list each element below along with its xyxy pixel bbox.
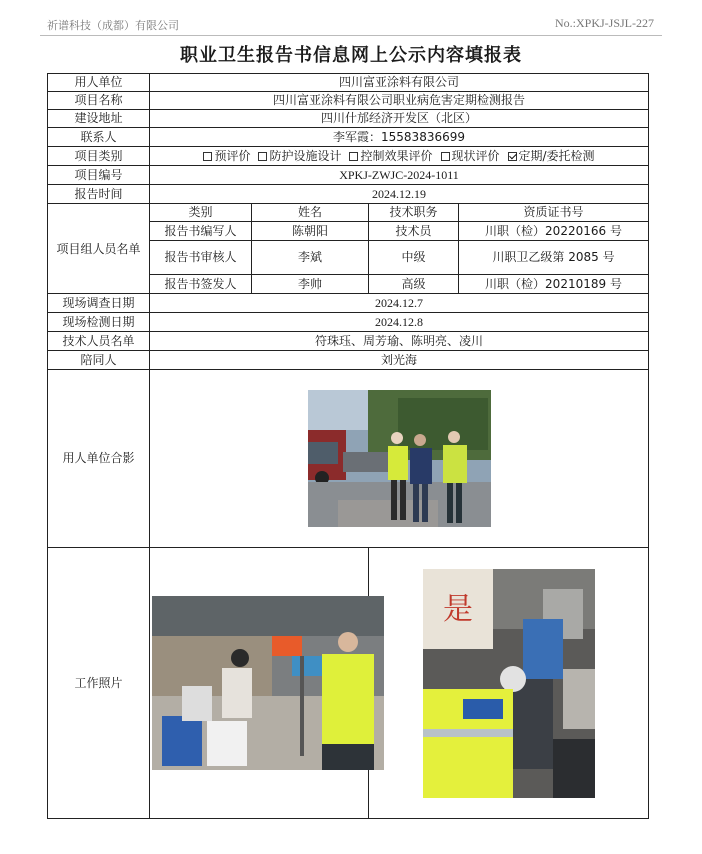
- address-value: 四川什邡经济开发区（北区）: [150, 110, 649, 128]
- test-date-value: 2024.12.8: [150, 313, 649, 332]
- project-type-label: 项目类别: [48, 147, 150, 166]
- option-control-effect[interactable]: 控制效果评价: [349, 149, 432, 163]
- row-team-header: [48, 204, 649, 222]
- employer-label: 用人单位: [48, 74, 150, 92]
- option-protection-design[interactable]: 防护设施设计: [258, 149, 341, 163]
- team-header-title: 技术职务: [369, 204, 459, 222]
- escort-label: 陪同人: [48, 351, 150, 370]
- checkbox-pre-evaluation[interactable]: [203, 152, 212, 161]
- group-photo: [308, 390, 491, 527]
- survey-date-label: 现场调查日期: [48, 294, 150, 313]
- svg-text:是: 是: [442, 591, 473, 627]
- page-title: 职业卫生报告书信息网上公示内容填报表: [180, 45, 522, 66]
- member-role: 报告书签发人: [150, 275, 252, 294]
- contact-value: 李军霞：15583836699: [150, 128, 649, 147]
- checkbox-control-effect[interactable]: [349, 152, 358, 161]
- report-date-value: 2024.12.19: [150, 185, 649, 204]
- work-photo-left: [152, 596, 384, 770]
- option-pre-evaluation[interactable]: 预评价: [203, 149, 250, 163]
- project-type-options: [150, 147, 649, 166]
- member-name: 李斌: [252, 241, 369, 275]
- group-photo-label: 用人单位合影: [48, 370, 150, 548]
- header-divider: [40, 35, 662, 36]
- member-title: 高级: [369, 275, 459, 294]
- work-photos-label: 工作照片: [48, 548, 150, 819]
- team-label: 项目组人员名单: [48, 204, 150, 294]
- member-cert: 川职（检）20220166 号: [459, 222, 649, 241]
- work-photo-cell-right: [369, 548, 649, 819]
- checkbox-status-evaluation[interactable]: [441, 152, 450, 161]
- header-doc-number: No.:XPKJ-JSJL-227: [554, 16, 654, 30]
- member-role: 报告书审核人: [150, 241, 252, 275]
- member-cert: 川职卫乙级第 2085 号: [459, 241, 649, 275]
- project-no-value: XPKJ-ZWJC-2024-1011: [150, 166, 649, 185]
- option-periodic-testing[interactable]: 定期/委托检测: [508, 149, 595, 163]
- disclosure-form-table: [47, 73, 649, 819]
- work-photo-right: [423, 569, 595, 798]
- project-name-value: 四川富亚涂料有限公司职业病危害定期检测报告: [150, 92, 649, 110]
- row-contact: [48, 128, 649, 147]
- option-status-evaluation[interactable]: 现状评价: [441, 149, 500, 163]
- row-address: [48, 110, 649, 128]
- member-title: 技术员: [369, 222, 459, 241]
- project-no-label: 项目编号: [48, 166, 150, 185]
- row-project-name: [48, 92, 649, 110]
- test-date-label: 现场检测日期: [48, 313, 150, 332]
- team-header-role: 类别: [150, 204, 252, 222]
- technicians-label: 技术人员名单: [48, 332, 150, 351]
- row-employer: [48, 74, 649, 92]
- member-role: 报告书编写人: [150, 222, 252, 241]
- report-date-label: 报告时间: [48, 185, 150, 204]
- row-technicians: [48, 332, 649, 351]
- employer-value: 四川富亚涂料有限公司: [150, 74, 649, 92]
- row-group-photo: [48, 370, 649, 548]
- row-project-no: [48, 166, 649, 185]
- group-photo-cell: [150, 370, 649, 548]
- work-photo-cell-left: [150, 548, 369, 819]
- escort-value: 刘光海: [150, 351, 649, 370]
- row-test-date: [48, 313, 649, 332]
- row-escort: [48, 351, 649, 370]
- survey-date-value: 2024.12.7: [150, 294, 649, 313]
- contact-label: 联系人: [48, 128, 150, 147]
- address-label: 建设地址: [48, 110, 150, 128]
- technicians-value: 符珠珏、周芳瑜、陈明亮、凌川: [150, 332, 649, 351]
- project-name-label: 项目名称: [48, 92, 150, 110]
- team-header-cert: 资质证书号: [459, 204, 649, 222]
- row-project-type: [48, 147, 649, 166]
- row-survey-date: [48, 294, 649, 313]
- checkbox-periodic-testing[interactable]: [508, 152, 517, 161]
- member-name: 陈朝阳: [252, 222, 369, 241]
- row-work-photos: [48, 548, 649, 819]
- row-report-date: [48, 185, 649, 204]
- member-title: 中级: [369, 241, 459, 275]
- member-cert: 川职（检）20210189 号: [459, 275, 649, 294]
- team-header-name: 姓名: [252, 204, 369, 222]
- member-name: 李帅: [252, 275, 369, 294]
- header-company: 祈谱科技（成都）有限公司: [47, 19, 179, 32]
- checkbox-protection-design[interactable]: [258, 152, 267, 161]
- page-header: [0, 0, 702, 40]
